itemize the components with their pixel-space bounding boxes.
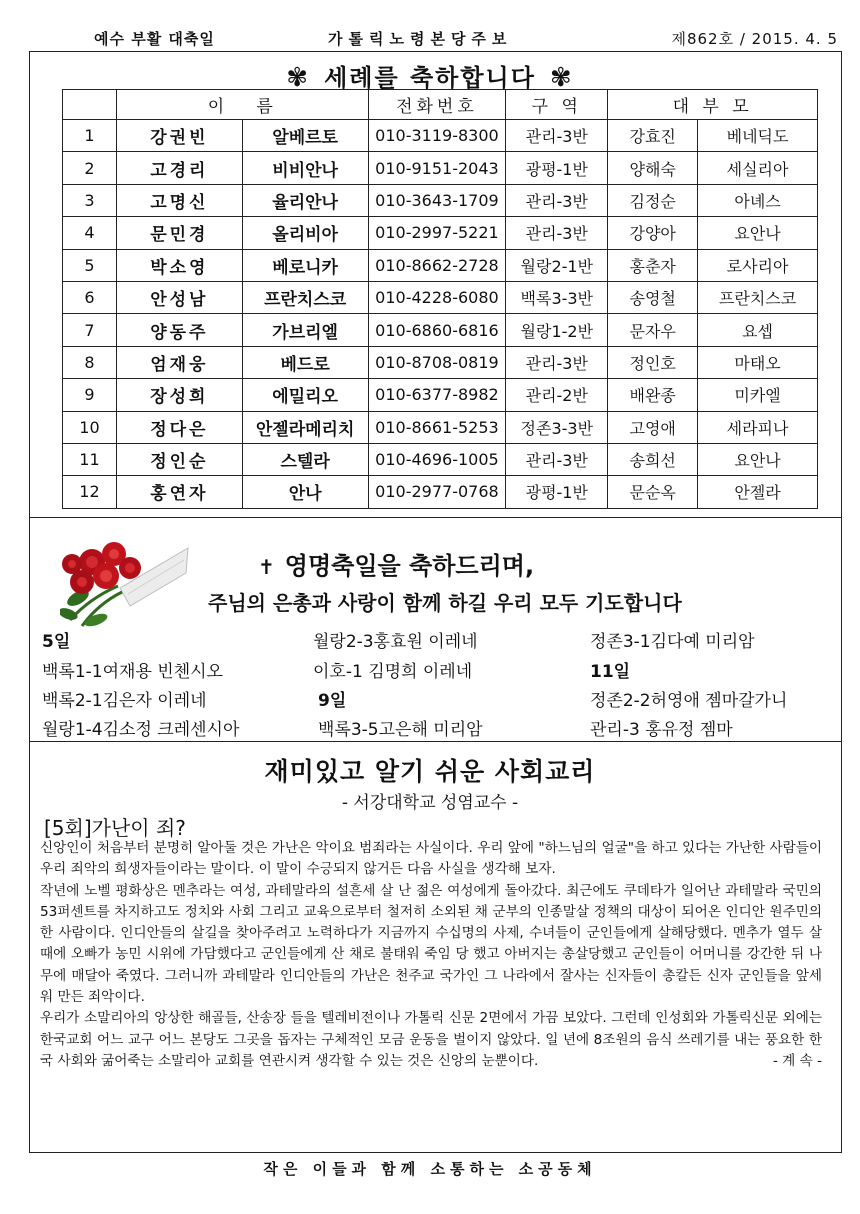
row-number: 6 <box>63 281 117 313</box>
table-row <box>63 443 818 475</box>
article-author: - 서강대학교 성염교수 - <box>341 793 519 813</box>
baptism-title <box>0 58 860 93</box>
godparent-baptismal-name: 세실리아 <box>698 152 818 184</box>
table-row <box>63 120 818 152</box>
article-body <box>40 838 822 1072</box>
feast-date-label: 5일 <box>42 632 71 652</box>
col-header-phone: 전화번호 <box>368 90 506 120</box>
issue-date: 제862호 / 2015. 4. 5 <box>671 30 838 48</box>
table-row <box>63 314 818 346</box>
godparent-baptismal-name: 베네딕도 <box>698 120 818 152</box>
phone-number: 010-8708-0819 <box>368 346 506 378</box>
table-row <box>63 346 818 378</box>
phone-number: 010-3643-1709 <box>368 184 506 216</box>
district: 관리-2반 <box>506 379 608 411</box>
phone-number: 010-3119-8300 <box>368 120 506 152</box>
row-number: 11 <box>63 443 117 475</box>
godparent-name: 문순옥 <box>608 476 698 508</box>
godparent-name: 홍춘자 <box>608 249 698 281</box>
row-number: 2 <box>63 152 117 184</box>
district: 관리-3반 <box>506 217 608 249</box>
row-number: 1 <box>63 120 117 152</box>
flower-icon: ✾ <box>286 63 311 93</box>
baptismal-name: 안젤라메리치 <box>242 411 368 443</box>
section-divider <box>29 517 842 518</box>
flower-icon: ✾ <box>549 63 574 93</box>
feast-entry: 월랑2-3홍효원 이레네 <box>313 632 478 652</box>
person-name: 양동주 <box>116 314 242 346</box>
table-row <box>63 249 818 281</box>
article-title: 재미있고 알기 쉬운 사회교리 <box>264 757 596 786</box>
district: 관리-3반 <box>506 346 608 378</box>
feast-day-label: 예수 부활 대축일 <box>94 30 215 48</box>
godparent-baptismal-name: 마태오 <box>698 346 818 378</box>
table-row <box>63 184 818 216</box>
col-header-district: 구 역 <box>506 90 608 120</box>
godparent-baptismal-name: 로사리아 <box>698 249 818 281</box>
row-number: 4 <box>63 217 117 249</box>
person-name: 박소영 <box>116 249 242 281</box>
person-name: 정인순 <box>116 443 242 475</box>
table-header-row <box>63 90 818 120</box>
person-name: 강권빈 <box>116 120 242 152</box>
article-paragraph: 신앙인이 처음부터 분명히 알아둘 것은 가난은 악이요 범죄라는 사실이다. 우리 앞에 "하느님의 얼굴"을 하고 있다는 가난한 사람들이 우리 죄악의 희생자들이라는 말이다. 이 말이 수긍되지 않거든 다음 사실을 생각해 보자. <box>40 840 822 878</box>
district: 정존3-3반 <box>506 411 608 443</box>
feast-entry: 월랑1-4김소정 크레센시아 <box>42 720 240 740</box>
phone-number: 010-9151-2043 <box>368 152 506 184</box>
baptismal-name: 안나 <box>242 476 368 508</box>
godparent-baptismal-name: 미카엘 <box>698 379 818 411</box>
article-episode: [5회]가난이 죄? <box>44 816 186 840</box>
table-row <box>63 411 818 443</box>
table-row <box>63 217 818 249</box>
bulletin-title: 가톨릭노령본당주보 <box>328 30 513 48</box>
person-name: 엄재웅 <box>116 346 242 378</box>
baptismal-name: 스텔라 <box>242 443 368 475</box>
feast-entry: 백록2-1김은자 이레네 <box>42 691 207 711</box>
row-number: 5 <box>63 249 117 281</box>
rose-bouquet-icon <box>60 528 190 633</box>
feast-entry: 정존2-2허영애 젬마갈가니 <box>590 691 788 711</box>
godparent-baptismal-name: 요안나 <box>698 217 818 249</box>
feast-date-label: 9일 <box>318 691 347 711</box>
baptismal-name: 율리안나 <box>242 184 368 216</box>
feast-date-label: 11일 <box>590 662 631 682</box>
baptism-table <box>62 89 818 509</box>
phone-number: 010-8661-5253 <box>368 411 506 443</box>
feast-entry: 백록1-1여재용 빈첸시오 <box>42 662 223 682</box>
table-row <box>63 379 818 411</box>
godparent-name: 고영애 <box>608 411 698 443</box>
district: 관리-3반 <box>506 443 608 475</box>
col-header-name: 이 름 <box>116 90 368 120</box>
person-name: 문민경 <box>116 217 242 249</box>
godparent-baptismal-name: 요안나 <box>698 443 818 475</box>
feast-title-text: 영명축일을 축하드리며, <box>284 552 535 580</box>
godparent-baptismal-name: 안젤라 <box>698 476 818 508</box>
district: 백록3-3반 <box>506 281 608 313</box>
person-name: 장성희 <box>116 379 242 411</box>
phone-number: 010-4696-1005 <box>368 443 506 475</box>
person-name: 안성남 <box>116 281 242 313</box>
article-paragraph <box>40 1008 822 1072</box>
feast-entry: 이호-1 김명희 이레네 <box>313 662 473 682</box>
table-row <box>63 152 818 184</box>
feast-title <box>258 546 534 581</box>
godparent-name: 송영철 <box>608 281 698 313</box>
baptismal-name: 프란치스코 <box>242 281 368 313</box>
row-number: 12 <box>63 476 117 508</box>
godparent-name: 김정순 <box>608 184 698 216</box>
row-number: 8 <box>63 346 117 378</box>
feast-subtitle: 주님의 은총과 사랑이 함께 하길 우리 모두 기도합니다 <box>208 591 682 615</box>
baptismal-name: 알베르토 <box>242 120 368 152</box>
row-number: 7 <box>63 314 117 346</box>
row-number: 9 <box>63 379 117 411</box>
col-header-godparent: 대 부 모 <box>608 90 818 120</box>
feast-entry: 정존3-1김다예 미리암 <box>590 632 755 652</box>
article-paragraph-text: 우리가 소말리아의 앙상한 해골들, 산송장 들을 텔레비전이나 가톨릭 신문 2면에서 가끔 보았다. 그런데 인성회와 가톨릭신문 외에는 한국교회 어느 교구 어느 본당도 그곳을 돕자는 구체적인 모금 운동을 벌이지 않았다. 일 년에 8조원의 음식 쓰레기를 내는 풍요한 한국 사회와 굶어죽는 소말리아 교회를 연관시켜 생각할 수 있는 것은 신앙의 눈뿐이다. <box>40 1010 822 1069</box>
godparent-name: 문자우 <box>608 314 698 346</box>
person-name: 정다은 <box>116 411 242 443</box>
godparent-baptismal-name: 아녜스 <box>698 184 818 216</box>
row-number: 10 <box>63 411 117 443</box>
table-row <box>63 476 818 508</box>
phone-number: 010-6860-6816 <box>368 314 506 346</box>
phone-number: 010-2977-0768 <box>368 476 506 508</box>
baptismal-name: 베드로 <box>242 346 368 378</box>
godparent-name: 배완종 <box>608 379 698 411</box>
district: 광평-1반 <box>506 152 608 184</box>
godparent-baptismal-name: 요셉 <box>698 314 818 346</box>
col-header-no <box>63 90 117 120</box>
feast-entry: 관리-3 홍유정 젬마 <box>590 720 733 740</box>
footer-slogan: 작은 이들과 함께 소통하는 소공동체 <box>263 1160 597 1178</box>
baptismal-name: 베로니카 <box>242 249 368 281</box>
cross-icon: ✝ <box>258 555 275 579</box>
baptismal-name: 에밀리오 <box>242 379 368 411</box>
table-row <box>63 281 818 313</box>
district: 월랑1-2반 <box>506 314 608 346</box>
section-divider <box>29 741 842 742</box>
article-paragraph: 작년에 노벨 평화상은 멘추라는 여성, 과테말라의 설흔세 살 난 젊은 여성에게 돌아갔다. 최근에도 쿠데타가 일어난 과테말라 국민의 53퍼센트를 차지하고도 정치와 사회 그리고 교육으로부터 철저히 소외된 채 군부의 인종말살 정책의 대상이 되어온 인디안 원주민의 한 사람이다. 인디안들의 살길을 찾아주려고 노력하다가 지금까지 수십명의 사제, 수녀들이 군인들에게 살해당했다. 멘추가 열두 살 때에 오빠가 농민 시위에 가담했다고 군인들에게 산 채로 불태워 죽임 당 했고 아버지는 총살당했고 군인들이 어머니를 강간한 뒤 나무에 매달아 죽였다. 그러니까 과테말라 인디안들의 가난은 천주교 국가인 그 나라에서 잘사는 신자들이 총칼든 신자 군인들을 앞세워 만든 죄악이다. <box>40 882 822 1006</box>
phone-number: 010-6377-8982 <box>368 379 506 411</box>
godparent-name: 정인호 <box>608 346 698 378</box>
phone-number: 010-8662-2728 <box>368 249 506 281</box>
district: 월랑2-1반 <box>506 249 608 281</box>
feast-entry: 백록3-5고은해 미리암 <box>318 720 483 740</box>
godparent-name: 송희선 <box>608 443 698 475</box>
continued-label: - 계 속 - <box>772 1052 822 1069</box>
baptismal-name: 비비안나 <box>242 152 368 184</box>
baptismal-name: 가브리엘 <box>242 314 368 346</box>
baptism-title-text: 세례를 축하합니다 <box>324 64 536 92</box>
person-name: 홍연자 <box>116 476 242 508</box>
godparent-baptismal-name: 세라피나 <box>698 411 818 443</box>
phone-number: 010-4228-6080 <box>368 281 506 313</box>
phone-number: 010-2997-5221 <box>368 217 506 249</box>
baptismal-name: 올리비아 <box>242 217 368 249</box>
person-name: 고명신 <box>116 184 242 216</box>
district: 관리-3반 <box>506 184 608 216</box>
bulletin-header <box>36 28 838 50</box>
godparent-name: 강양아 <box>608 217 698 249</box>
godparent-name: 강효진 <box>608 120 698 152</box>
godparent-name: 양해숙 <box>608 152 698 184</box>
row-number: 3 <box>63 184 117 216</box>
district: 광평-1반 <box>506 476 608 508</box>
person-name: 고경리 <box>116 152 242 184</box>
godparent-baptismal-name: 프란치스코 <box>698 281 818 313</box>
district: 관리-3반 <box>506 120 608 152</box>
